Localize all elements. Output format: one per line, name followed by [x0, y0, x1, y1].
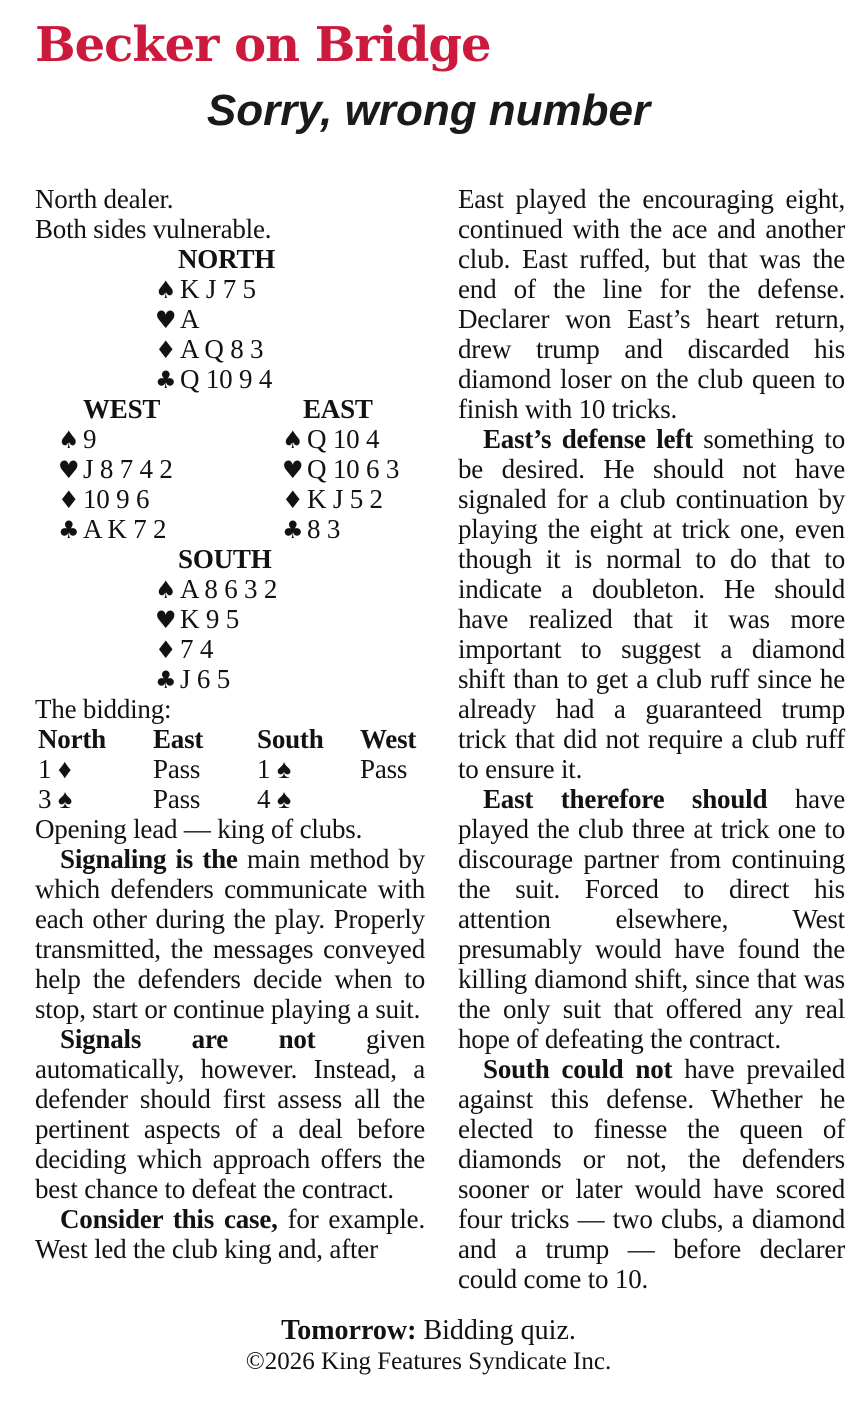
paragraph-text: given automatically, however. Instead, a defender should first assess all the pertinent aspects of a deal before deciding which approach offers the best chance to defeat the contract. — [35, 1024, 425, 1204]
bidding-intro: The bidding: — [35, 694, 172, 724]
article-paragraph — [458, 784, 845, 1054]
copyright-line: ©2026 King Features Syndicate Inc. — [245, 1348, 612, 1375]
article-paragraph — [458, 1054, 845, 1294]
column-masthead: Becker on Bridge — [35, 17, 491, 73]
suit-line — [155, 574, 425, 604]
paragraph-lead: Signaling is the — [60, 844, 238, 874]
paragraph-lead: South could not — [483, 1054, 673, 1084]
bid-cell: Pass — [153, 754, 201, 784]
paragraph-lead: Consider this case, — [60, 1204, 278, 1234]
vulnerability-line: Both sides vulnerable. — [35, 214, 272, 244]
bid-cell — [360, 784, 425, 814]
hand-label-west: WEST — [83, 394, 161, 424]
suit-cards: Q 10 4 — [307, 424, 380, 454]
bidding-header-west: West — [360, 724, 417, 754]
column-footer — [0, 1314, 857, 1376]
hand-label-south: SOUTH — [178, 544, 272, 574]
club-icon: ♣ — [155, 666, 177, 694]
bidding-header-south: South — [257, 724, 324, 754]
hand-west — [58, 394, 173, 544]
diamond-icon: ♦ — [282, 486, 304, 514]
suit-cards: K J 7 5 — [180, 274, 256, 304]
heart-icon: ♥ — [155, 306, 177, 334]
hand-east — [282, 394, 399, 544]
paragraph-text: have played the club three at trick one to discourage partner from continuing the suit. Forced to direct his attention elsewhere, West presumably would have found the killing diamond shift, since that was the only suit that offered any real hope of defeating the contract. — [458, 784, 846, 1054]
paragraph-text: something to be desired. He should not have signaled for a club continuation by playing the eight at trick one, even though it is normal to do that to indicate a doubleton. He should have realized that it was more important to suggest a diamond shift than to get a club ruff since he already had a guaranteed trump trick that did not require a club ruff to ensure it. — [458, 424, 845, 784]
west-east-row — [35, 394, 425, 544]
suit-line — [58, 514, 173, 544]
suit-line — [58, 424, 173, 454]
suit-cards: A 8 6 3 2 — [180, 574, 278, 604]
bidding-table — [35, 724, 425, 814]
suit-line — [155, 364, 425, 394]
hand-label-north: NORTH — [178, 244, 276, 274]
hand-label-east: EAST — [303, 394, 373, 424]
bid-cell: 1 ♠ — [257, 754, 291, 784]
suit-cards: 8 3 — [307, 514, 341, 544]
bid-cell: 1 ♦ — [38, 754, 72, 784]
tomorrow-text: Bidding quiz. — [416, 1315, 576, 1346]
suit-cards: Q 10 6 3 — [307, 454, 400, 484]
opening-lead-line: Opening lead — king of clubs. — [35, 814, 363, 844]
suit-cards: Q 10 9 4 — [180, 364, 273, 394]
diamond-icon: ♦ — [155, 636, 177, 664]
suit-cards: 9 — [83, 424, 97, 454]
tomorrow-label: Tomorrow: — [281, 1315, 417, 1346]
suit-line — [155, 634, 425, 664]
dealer-line: North dealer. — [35, 184, 174, 214]
suit-cards: J 6 5 — [180, 664, 231, 694]
bid-cell: Pass — [153, 784, 201, 814]
suit-line — [155, 274, 425, 304]
bid-cell: Pass — [360, 754, 408, 784]
left-column — [35, 184, 425, 1302]
suit-cards: A Q 8 3 — [180, 334, 264, 364]
hand-south — [35, 544, 425, 694]
spade-icon: ♠ — [155, 276, 177, 304]
suit-line — [155, 334, 425, 364]
suit-line — [58, 484, 173, 514]
suit-line — [155, 304, 425, 334]
article-paragraph — [35, 1204, 425, 1264]
suit-cards: K 9 5 — [180, 604, 239, 634]
suit-cards: 10 9 6 — [83, 484, 150, 514]
spade-icon: ♠ — [282, 426, 304, 454]
suit-line — [155, 664, 425, 694]
club-icon: ♣ — [58, 516, 80, 544]
suit-line — [282, 484, 399, 514]
hand-north — [35, 244, 425, 394]
suit-cards: 7 4 — [180, 634, 214, 664]
diamond-icon: ♦ — [155, 336, 177, 364]
bidding-header-north: North — [38, 724, 106, 754]
paragraph-lead: Signals are not — [60, 1024, 316, 1054]
paragraph-lead: East therefore should — [483, 784, 768, 814]
suit-line — [282, 424, 399, 454]
article-body — [0, 184, 857, 1302]
suit-line — [58, 454, 173, 484]
spade-icon: ♠ — [155, 576, 177, 604]
paragraph-text: East played the encouraging eight, continued with the ace and another club. East ruffed, but that was the end of the line for the defense. Declarer won East’s heart return, drew trump and discarded his diamond loser on the club queen to finish with 10 tricks. — [458, 184, 845, 424]
suit-line — [155, 604, 425, 634]
article-headline: Sorry, wrong number — [206, 86, 651, 135]
suit-cards: J 8 7 4 2 — [83, 454, 173, 484]
suit-cards: K J 5 2 — [307, 484, 383, 514]
suit-line — [282, 514, 399, 544]
article-paragraph — [458, 424, 845, 784]
heart-icon: ♥ — [155, 606, 177, 634]
paragraph-text: main method by which defenders communicate with each other during the play. Properly transmitted, the messages conveyed help the defenders decide when to stop, start or continue playing a suit. — [35, 844, 425, 1024]
paragraph-text: have prevailed against this defense. Whether he elected to finesse the queen of diamonds or not, the defenders sooner or later would have scored four tricks — two clubs, a diamond and a trump — before declarer could come to 10. — [458, 1054, 845, 1294]
spade-icon: ♠ — [58, 426, 80, 454]
article-paragraph — [35, 844, 425, 1024]
suit-line — [282, 454, 399, 484]
article-paragraph — [458, 184, 845, 424]
suit-cards: A — [180, 304, 200, 334]
bid-cell: 3 ♠ — [38, 784, 72, 814]
suit-cards: A K 7 2 — [83, 514, 167, 544]
right-column — [458, 184, 845, 1302]
heart-icon: ♥ — [282, 456, 304, 484]
paragraph-lead: East’s defense left — [483, 424, 693, 454]
club-icon: ♣ — [155, 366, 177, 394]
paragraph-text: for example. West led the club king and, after — [35, 1204, 425, 1264]
tomorrow-line — [0, 1314, 857, 1347]
deal-diagram — [35, 244, 425, 694]
heart-icon: ♥ — [58, 456, 80, 484]
bidding-header-east: East — [153, 724, 204, 754]
diamond-icon: ♦ — [58, 486, 80, 514]
bid-cell: 4 ♠ — [257, 784, 291, 814]
club-icon: ♣ — [282, 516, 304, 544]
article-paragraph — [35, 1024, 425, 1204]
